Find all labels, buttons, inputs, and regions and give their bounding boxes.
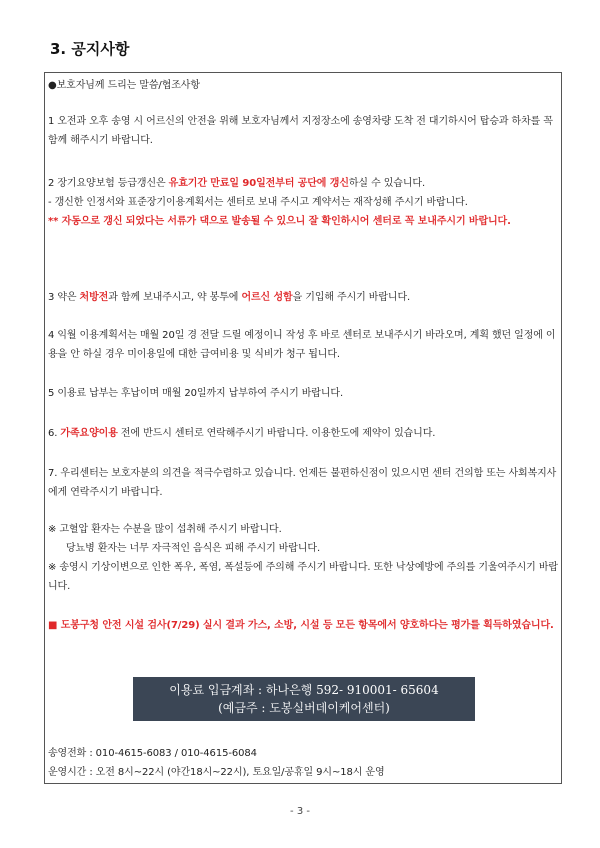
- notice-6: [48, 424, 558, 443]
- notice-6-post: 전에 반드시 센터로 연락해주시기 바랍니다. 이용한도에 제약이 있습니다.: [117, 428, 436, 439]
- notice-6-highlight: 가족요양이용: [60, 428, 118, 439]
- notice-6-pre: 6.: [48, 428, 61, 439]
- contact-info: [48, 744, 558, 782]
- health-note-3: ※ 송영시 기상이변으로 인한 폭우, 폭염, 폭설등에 주의해 주시기 바랍니다. 또한 낙상예방에 주의를 기울여주시기 바랍니다.: [48, 562, 558, 592]
- notice-3-highlight-1: 처방전: [79, 292, 109, 303]
- account-line-1: 이용료 입금계좌 : 하나은행 592- 910001- 65604: [169, 683, 439, 697]
- account-info-banner: [133, 677, 475, 721]
- health-note-1: ※ 고혈압 환자는 수분을 많이 섭취해 주시기 바랍니다.: [48, 524, 282, 535]
- notice-3-highlight-2: 어르신 성함: [241, 292, 293, 303]
- notice-3-mid: 과 함께 보내주시고, 약 봉투에: [108, 292, 242, 303]
- notice-2-line3: ** 자동으로 갱신 되었다는 서류가 댁으로 발송될 수 있으니 잘 확인하시어 센터로 꼭 보내주시기 바랍니다.: [48, 216, 511, 227]
- notice-1: 1 오전과 오후 송영 시 어르신의 안전을 위해 보호자님께서 지정장소에 송영차량 도착 전 대기하시어 탑승과 하차를 꼭 함께 해주시기 바랍니다.: [48, 116, 553, 146]
- inspection-notice: ■ 도봉구청 안전 시설 검사(7/29) 실시 결과 가스, 소방, 시설 등 모든 항목에서 양호하다는 평가를 획득하였습니다.: [48, 620, 554, 631]
- notice-2-line2: - 갱신한 인정서와 표준장기이용계획서는 센터로 보내 주시고 계약서는 재작성해 주시기 바랍니다.: [48, 197, 468, 208]
- page-number: - 3 -: [290, 806, 310, 817]
- notice-7: 7. 우리센터는 보호자분의 의견을 적극수렴하고 있습니다. 언제든 불편하신점이 있으시면 센터 건의함 또는 사회복지사에게 연락주시기 바랍니다.: [48, 468, 557, 498]
- notice-5: 5 이용료 납부는 후납이며 매월 20일까지 납부하여 주시기 바랍니다.: [48, 388, 344, 399]
- notice-2: [48, 174, 558, 231]
- notice-4: 4 익월 이용계획서는 매월 20일 경 전달 드릴 예정이니 작성 후 바로 센터로 보내주시기 바라오며, 계획 했던 일정에 이용을 안 하실 경우 미이용일에 대한 급여비용 및 식비가 청구 됩니다.: [48, 330, 556, 360]
- section-title: 3. 공지사항: [50, 40, 130, 58]
- contact-hours: 운영시간 : 오전 8시~22시 (야간18시~22시), 토요일/공휴일 9시~18시 운영: [48, 767, 385, 778]
- notice-3-post: 을 기입해 주시기 바랍니다.: [292, 292, 411, 303]
- notice-3-pre: 3 약은: [48, 292, 80, 303]
- contact-phone: 송영전화 : 010-4615-6083 / 010-4615-6084: [48, 748, 257, 759]
- notice-2-highlight: 유효기간 만료일 90일전부터 공단에 갱신: [168, 178, 349, 189]
- account-line-2: (예금주 : 도봉실버데이케어센터): [218, 701, 390, 715]
- health-note-2: 당뇨병 환자는 너무 자극적인 음식은 피해 주시기 바랍니다.: [66, 543, 321, 554]
- notice-3: [48, 288, 558, 307]
- notice-2-pre: 2 장기요양보험 등급갱신은: [48, 178, 169, 189]
- notice-header: ●보호자님께 드리는 말씀/협조사항: [48, 80, 200, 91]
- health-notes: [48, 520, 558, 596]
- notice-2-post: 하실 수 있습니다.: [348, 178, 426, 189]
